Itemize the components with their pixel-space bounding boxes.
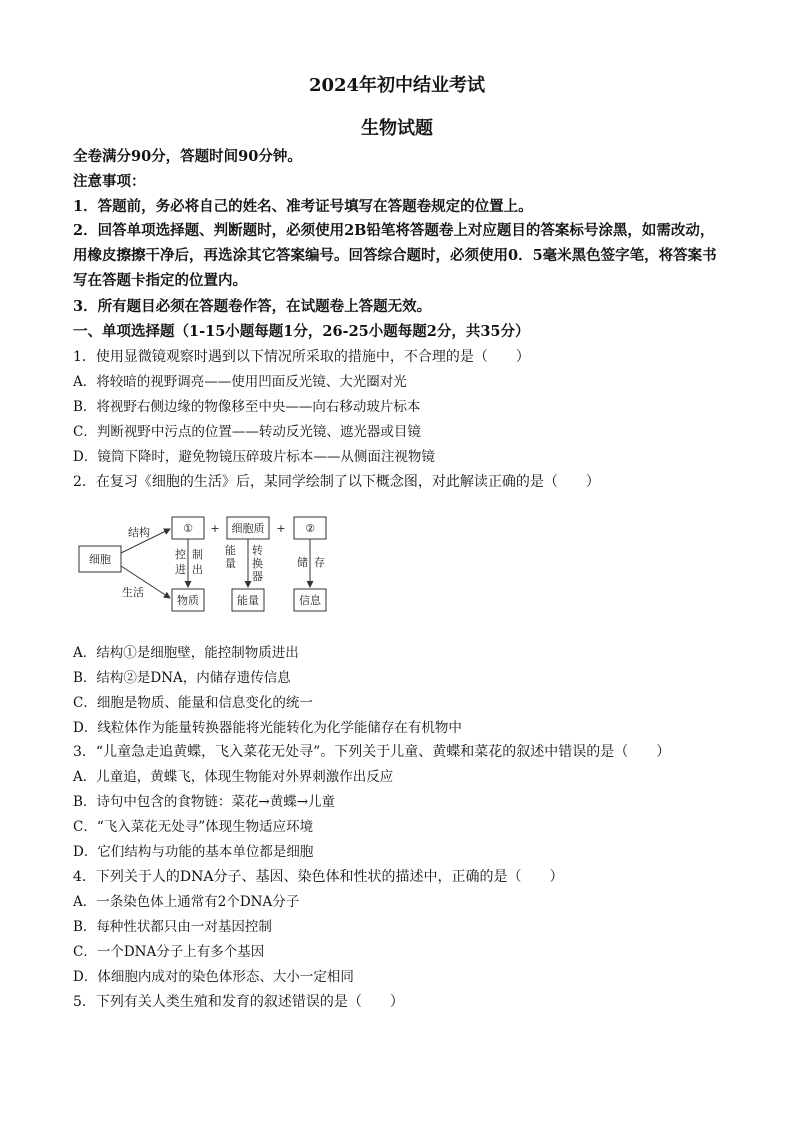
control-char-3: 进 xyxy=(175,563,186,576)
energy-char-3: 转 xyxy=(252,544,263,557)
note-item-1: 1．答题前，务必将自己的姓名、准考证号填写在答题卷规定的位置上。 xyxy=(73,198,533,215)
exam-title: 2024年初中结业考试 xyxy=(308,75,486,96)
cell-label: 细胞 xyxy=(89,553,111,566)
info-label: 信息 xyxy=(299,594,321,607)
question-4-option-a: A．一条染色体上通常有2个DNA分子 xyxy=(73,894,300,910)
question-1-option-b: B．将视野右侧边缘的物像移至中央——向右移动玻片标本 xyxy=(73,399,421,415)
question-4-option-c: C．一个DNA分子上有多个基因 xyxy=(73,944,265,960)
total-score-note: 全卷满分90分，答题时间90分钟。 xyxy=(73,148,302,165)
question-2-option-b: B．结构②是DNA，内储存遗传信息 xyxy=(73,670,291,686)
section-heading: 一、单项选择题（1-15小题每题1分，26-25小题每题2分，共35分） xyxy=(73,323,530,340)
control-char-2: 制 xyxy=(192,548,203,561)
energy-char-5: 器 xyxy=(252,570,263,583)
matter-label: 物质 xyxy=(177,594,199,607)
energy-char-2: 量 xyxy=(225,557,236,570)
structure-2-label: ② xyxy=(305,522,315,535)
question-1-option-a: A．将较暗的视野调亮——使用凹面反光镜、大光圈对光 xyxy=(73,374,407,390)
store-char-1: 储 xyxy=(297,556,308,569)
plus-sign-1: + xyxy=(210,522,220,535)
structure-1-label: ① xyxy=(183,522,193,535)
question-2-option-c: C．细胞是物质、能量和信息变化的统一 xyxy=(73,695,313,711)
cytoplasm-label: 细胞质 xyxy=(231,522,265,535)
question-2-option-a: A．结构①是细胞壁，能控制物质进出 xyxy=(73,645,299,661)
exam-subject: 生物试题 xyxy=(361,118,433,139)
question-1-stem: 1．使用显微镜观察时遇到以下情况所采取的措施中，不合理的是（ ） xyxy=(73,349,530,365)
energy-label: 能量 xyxy=(237,594,259,607)
note-item-3: 3．所有题目必须在答题卷作答，在试题卷上答题无效。 xyxy=(73,298,432,315)
energy-char-1: 能 xyxy=(225,544,236,557)
life-label: 生活 xyxy=(122,586,144,599)
note-item-2: 2．回答单项选择题、判断题时，必须使用2B铅笔将答题卷上对应题目的答案标号涂黑，如需改动，用橡皮擦擦干净后，再选涂其它答案编号。回答综合题时，必须使用0．5毫米黑色签字笔，将答案书写在答题卡指定的位置内。 xyxy=(73,222,717,289)
control-char-1: 控 xyxy=(175,548,186,561)
structure-label: 结构 xyxy=(128,526,150,539)
notes-heading: 注意事项： xyxy=(73,173,146,190)
question-3-option-b: B．诗句中包含的食物链：菜花→黄蝶→儿童 xyxy=(73,794,336,810)
question-4-option-b: B．每种性状都只由一对基因控制 xyxy=(73,919,272,935)
question-5-stem: 5．下列有关人类生殖和发育的叙述错误的是（ ） xyxy=(73,994,404,1010)
question-3-option-c: C．“飞入菜花无处寻”体现生物适应环境 xyxy=(73,819,314,835)
question-1-option-d: D．镜筒下降时，避免物镜压碎玻片标本——从侧面注视物镜 xyxy=(73,449,435,465)
question-2-stem: 2．在复习《细胞的生活》后，某同学绘制了以下概念图，对此解读正确的是（ ） xyxy=(73,474,600,490)
energy-char-4: 换 xyxy=(252,557,263,570)
store-char-2: 存 xyxy=(314,556,325,569)
control-char-4: 出 xyxy=(192,563,203,576)
question-3-option-d: D．它们结构与功能的基本单位都是细胞 xyxy=(73,844,314,860)
question-3-option-a: A．儿童追，黄蝶飞，体现生物能对外界刺激作出反应 xyxy=(73,769,394,785)
concept-map-diagram xyxy=(70,510,350,625)
question-3-stem: 3．“儿童急走追黄蝶，飞入菜花无处寻”。下列关于儿童、黄蝶和菜花的叙述中错误的是（ ） xyxy=(73,744,671,760)
plus-sign-2: + xyxy=(276,522,286,535)
question-4-stem: 4．下列关于人的DNA分子、基因、染色体和性状的描述中，正确的是（ ） xyxy=(73,869,564,885)
question-4-option-d: D．体细胞内成对的染色体形态、大小一定相同 xyxy=(73,969,354,985)
question-2-option-d: D．线粒体作为能量转换器能将光能转化为化学能储存在有机物中 xyxy=(73,720,462,736)
question-1-option-c: C．判断视野中污点的位置——转动反光镜、遮光器或目镜 xyxy=(73,424,421,440)
